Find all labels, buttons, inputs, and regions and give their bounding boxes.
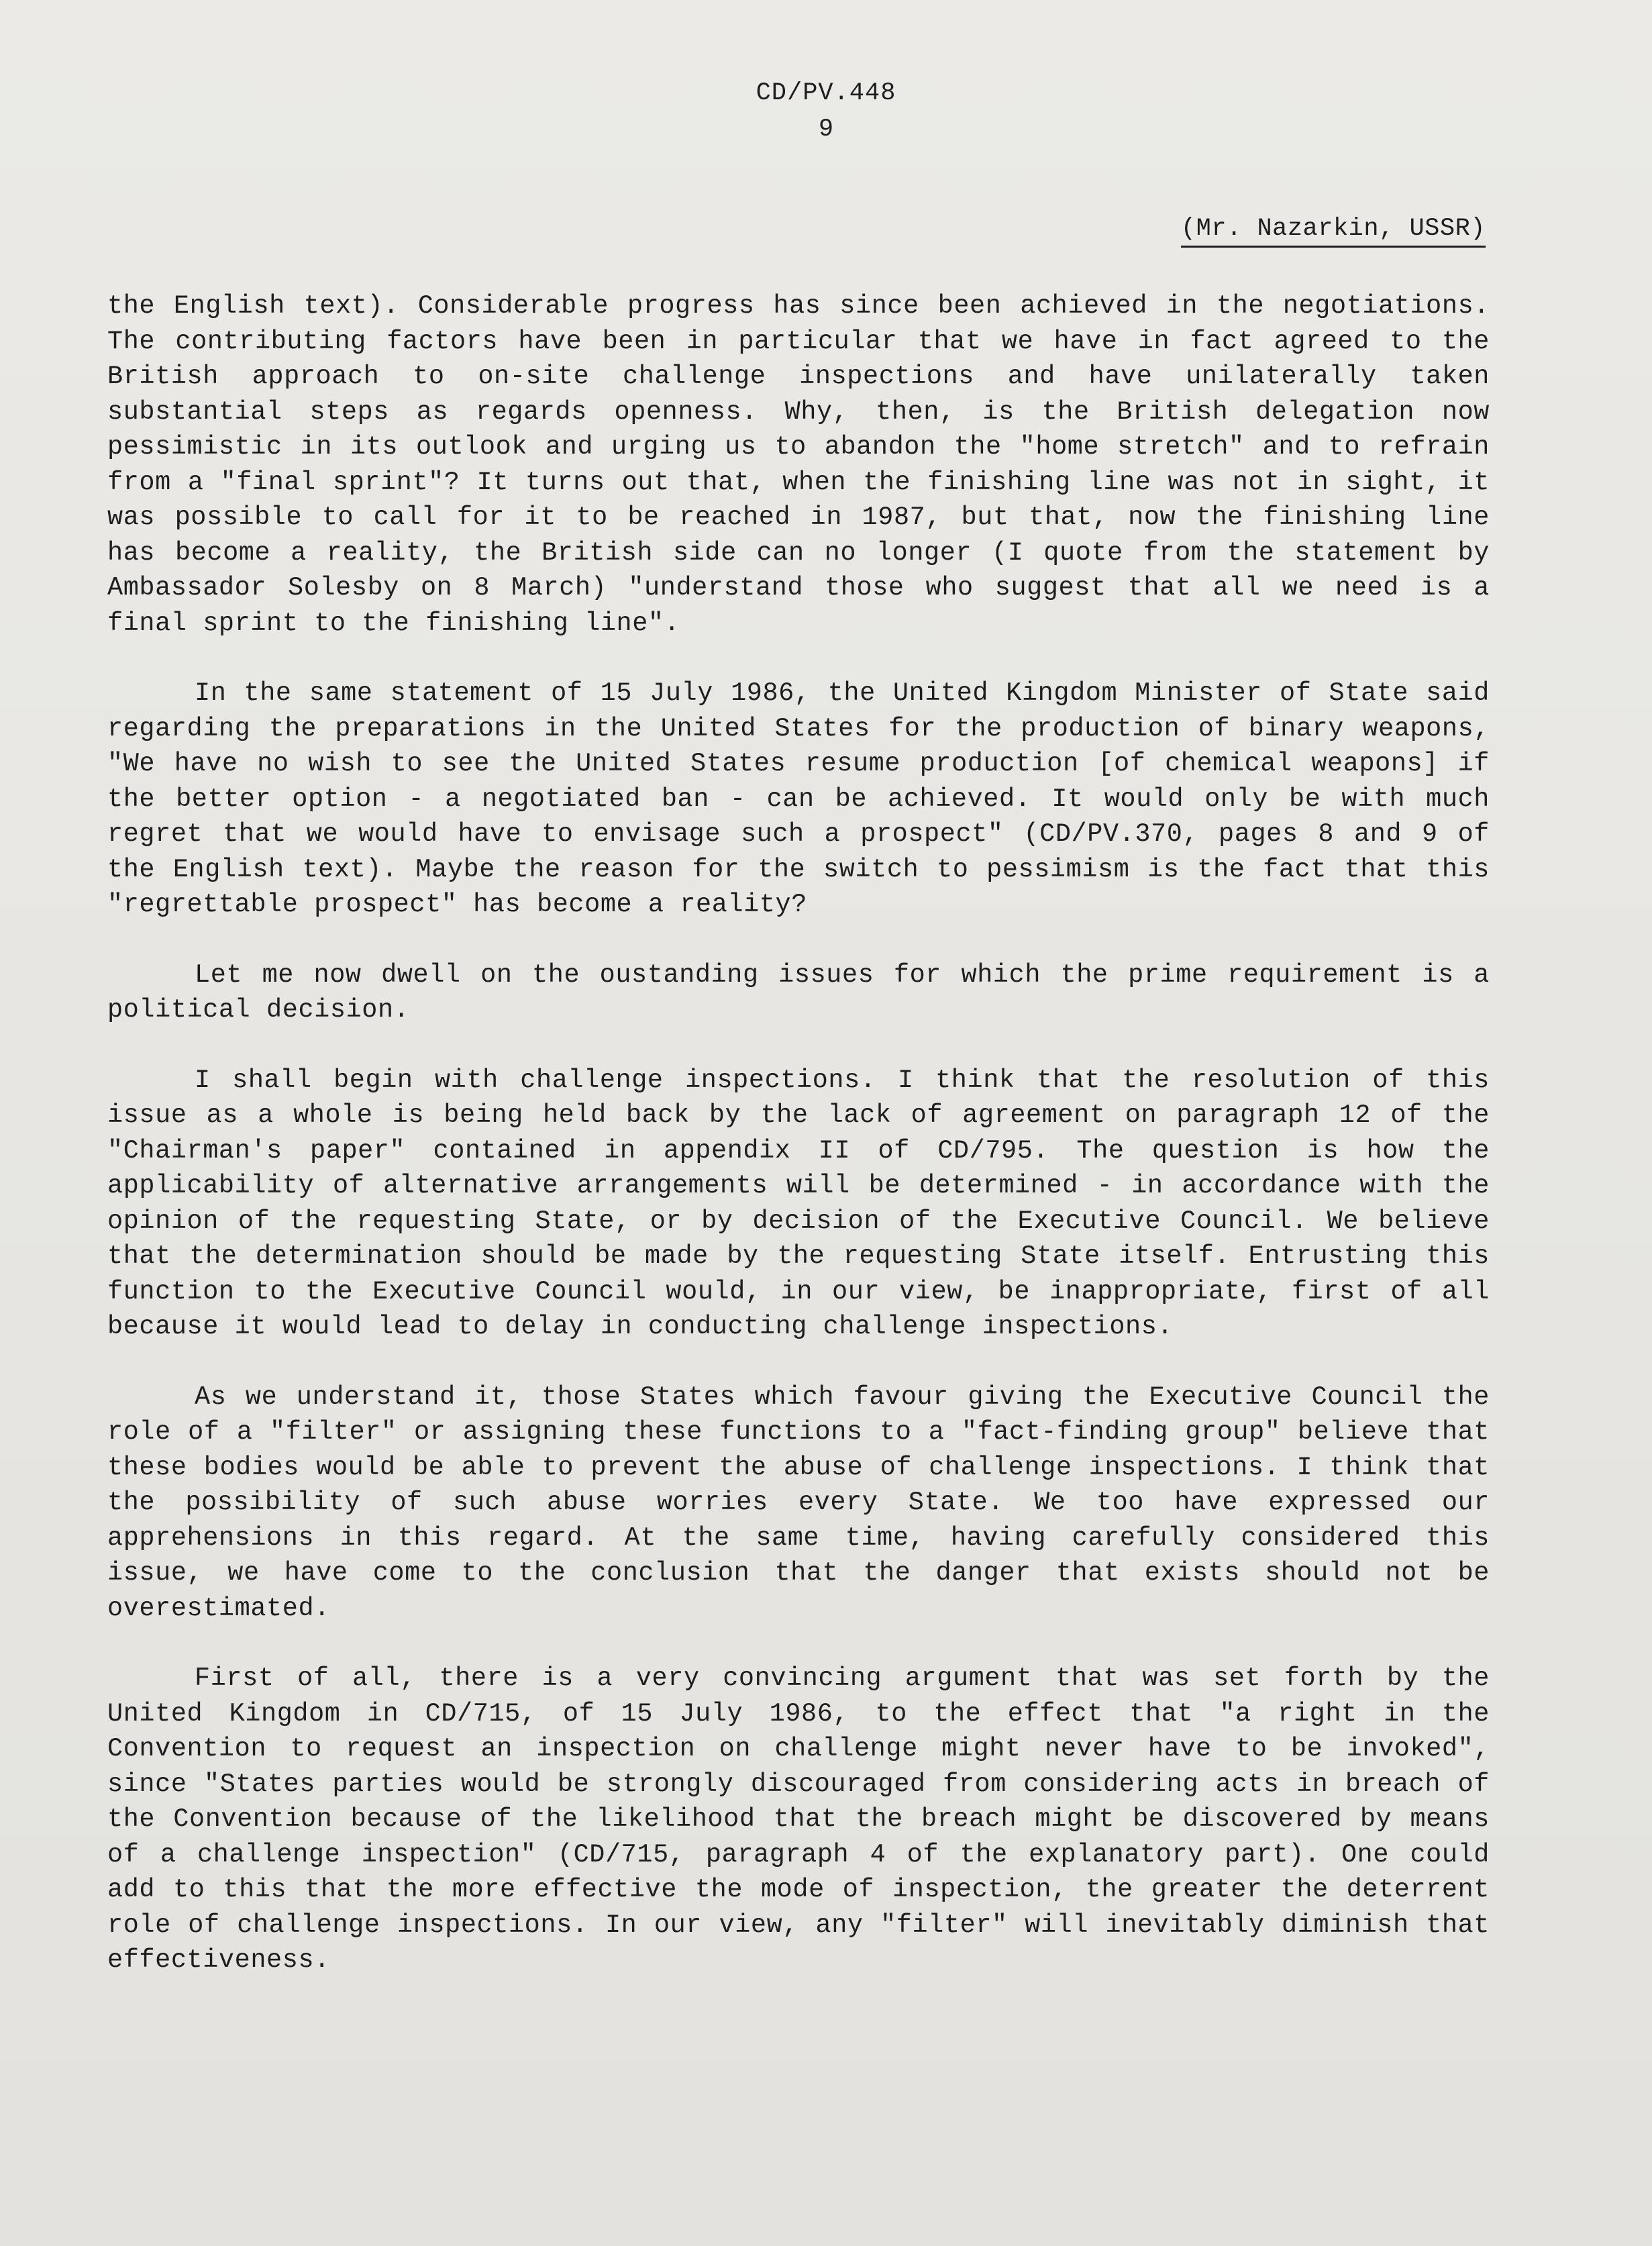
paragraph: Let me now dwell on the oustanding issues for which the prime requirement is a political decision.: [107, 960, 1490, 1025]
paragraph: I shall begin with challenge inspections. I think that the resolution of this issue as a whole is being held back by the lack of agreement on paragraph 12 of the "Chairman's paper" contained in appendix II of CD/795. The question is how the applicability of alternative arrangements will be determined - in accordance with the opinion of the requesting State, or by decision of the Executive Council. We believe that the determination should be made by the requesting State itself. Entrusting this function to the Executive Council would, in our view, be inappropriate, first of all because it would lead to delay in conducting challenge inspections.: [107, 1065, 1490, 1341]
page-number: 9: [818, 115, 834, 144]
paragraph: the English text). Considerable progress has since been achieved in the negotiations. The contributing factors have been in particular that we have in fact agreed to the British approach to on-site challenge inspections and have unilaterally taken substantial steps as regards openness. Why, then, is the British delegation now pessimistic in its outlook and urging us to abandon the "home stretch" and to refrain from a "final sprint"? It turns out that, when the finishing line was not in sight, it was possible to call for it to be reached in 1987, but that, now the finishing line has become a reality, the British side can no longer (I quote from the statement by Ambassador Solesby on 8 March) "understand those who suggest that all we need is a final sprint to the finishing line".: [107, 291, 1490, 638]
paragraph: First of all, there is a very convincing argument that was set forth by the United Kingdom in CD/715, of 15 July 1986, to the effect that "a right in the Convention to request an inspection on challenge might never have to be invoked", since "States parties would be strongly discouraged from considering acts in breach of the Convention because of the likelihood that the breach might be discovered by means of a challenge inspection" (CD/715, paragraph 4 of the explanatory part). One could add to this that the more effective the mode of inspection, the greater the deterrent role of challenge inspections. In our view, any "filter" will inevitably diminish that effectiveness.: [107, 1664, 1490, 1975]
body-text: [107, 289, 1490, 1978]
speaker-attribution: (Mr. Nazarkin, USSR): [1181, 215, 1486, 248]
document-symbol: CD/PV.448: [756, 79, 896, 107]
paragraph: As we understand it, those States which favour giving the Executive Council the role of a "filter" or assigning these functions to a "fact-finding group" believe that these bodies would be able to prevent the abuse of challenge inspections. I think that the possibility of such abuse worries every State. We too have expressed our apprehensions in this regard. At the same time, having carefully considered this issue, we have come to the conclusion that the danger that exists should not be overestimated.: [107, 1382, 1490, 1623]
paragraph: In the same statement of 15 July 1986, the United Kingdom Minister of State said regarding the preparations in the United States for the production of binary weapons, "We have no wish to see the United States resume production [of chemical weapons] if the better option - a negotiated ban - can be achieved. It would only be with much regret that we would have to envisage such a prospect" (CD/PV.370, pages 8 and 9 of the English text). Maybe the reason for the switch to pessimism is the fact that this "regrettable prospect" has become a reality?: [107, 678, 1490, 919]
